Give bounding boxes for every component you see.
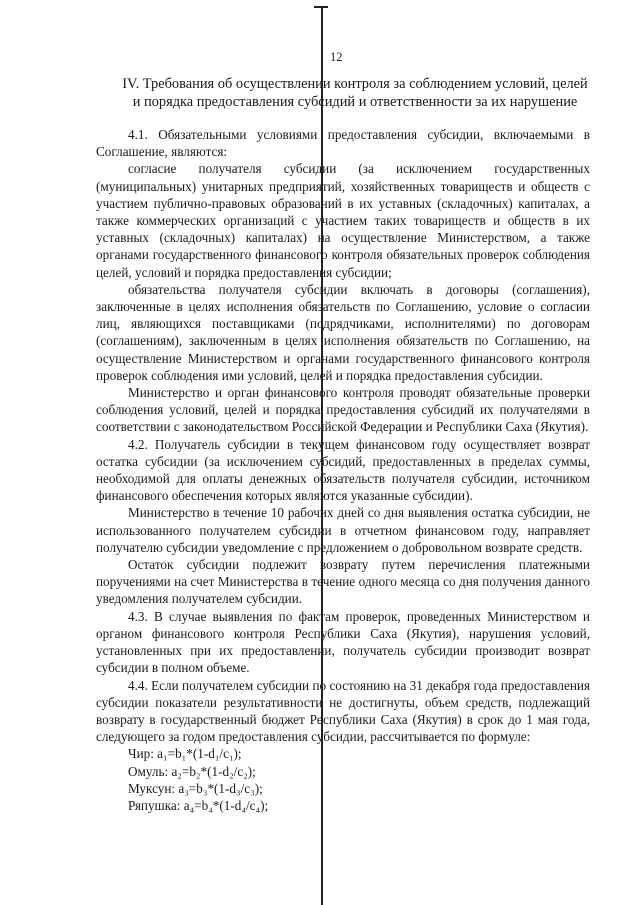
paragraph: согласие получателя субсидии (за исключением государственных (муниципальных) унитарных предприятий, хозяйственных товариществ и обществ с участием публично-правовых образований в их уставных (складочных) капиталах, а также коммерческих организаций с участием таких товариществ и обществ в их уставных (складочных) капиталах) на осуществление Министерством, а также органами государственного финансового контроля обязательных проверок соблюдения целей, условий и порядка предоставления субсидии; xyxy=(96,161,590,280)
paragraph: 4.3. В случае выявления по фактам проверок, проведенных Министерством и органом финансового контроля Республики Саха (Якутия), нарушения условий, установленных при их предоставлении, получатель субсидии производит возврат субсидии в полном объеме. xyxy=(96,608,590,676)
paragraph: Министерство и орган финансового контроля проводят обязательные проверки соблюдения условий, целей и порядка предоставления субсидий их получателями в соответствии с законодательством Российской Федерации и Республики Саха (Якутия). xyxy=(96,385,590,435)
formula-line: Омуль: a₂=b₂*(1-d₂/c₂); xyxy=(128,763,256,779)
paragraph: обязательства получателя субсидии включать в договоры (соглашения), заключенные в целях исполнения обязательств по Соглашению, условие о согласии лиц, являющихся поставщиками (подрядчиками, исполнителями) по договорам (соглашениям), заключенным в целях исполнения обязательств по Соглашению, на осуществление Министерством и органами государственного финансового контроля проверок соблюдения ими условий, целей и порядка предоставления субсидии. xyxy=(96,281,590,383)
paragraph: 4.2. Получатель субсидии в текущем финансовом году осуществляет возврат остатка субсидии (за исключением субсидий, предоставленных в пределах суммы, необходимой для оплаты денежных обязательств получателя субсидии, источником финансового обеспечения которых являются указанные субсидии). xyxy=(96,436,590,504)
paragraph: 4.1. Обязательными условиями предоставления субсидии, включаемыми в Соглашение, являются: xyxy=(96,127,590,160)
formula-list xyxy=(96,745,590,814)
paragraph: Министерство в течение 10 рабочих дней со дня выявления остатка субсидии, не использованного получателем субсидии в отчетном финансовом году, направляет получателю субсидии уведомление с предложением о добровольном возврате средств. xyxy=(96,505,590,555)
formula-line: Муксун: a₃=b₃*(1-d₃/c₃); xyxy=(128,780,263,796)
formula-line: Ряпушка: a₄=b₄*(1-d₄/c₄); xyxy=(128,797,269,813)
page-number: 12 xyxy=(330,50,343,64)
paragraph: Остаток субсидии подлежит возврату путем перечисления платежными поручениями на счет Министерства в течение одного месяца со дня получения данного уведомления получателем субсидии. xyxy=(96,557,590,607)
section-heading: IV. Требования об осуществлении контроля за соблюдением условий, целей и порядка предоставления субсидий и ответственности за их нарушение xyxy=(122,76,588,110)
document-body xyxy=(96,126,590,814)
paragraph: 4.4. Если получателем субсидии по состоянию на 31 декабря года предоставления субсидии показатели результативности не достигнуты, объем средств, подлежащий возврату в государственный бюджет Республики Саха (Якутия) в срок до 1 мая года, следующего за годом предоставления субсидии, рассчитывается по формуле: xyxy=(96,677,590,745)
formula-line: Чир: a₁=b₁*(1-d₁/c₁); xyxy=(128,746,242,762)
